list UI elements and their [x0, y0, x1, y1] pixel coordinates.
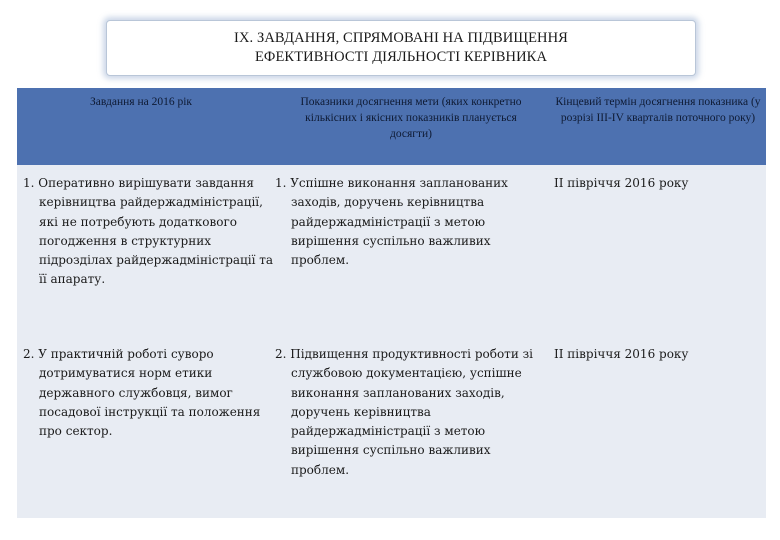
title-line-2: ЕФЕКТИВНОСТІ ДІЯЛЬНОСТІ КЕРІВНИКА: [254, 49, 548, 65]
header-indicator: Показники досягнення мети (яких конкретно кількісних і якісних показників планується досягти): [300, 96, 522, 140]
header-task: Завдання на 2016 рік: [90, 96, 192, 108]
table-header: [17, 88, 766, 165]
tasks-table: [17, 88, 766, 518]
slide-title: [106, 20, 696, 76]
row2-indicator: 2. Підвищення продуктивності роботи зі службовою документацією, успішне виконання запланованих заходів, доручень керівництва райдержадміністрації з метою вирішення суспільно важливих проблем.: [275, 347, 534, 477]
row2-task: 2. У практичній роботі суворо дотримуватися норм етики державного службовця, вимог посадової інструкції та положення про сектор.: [23, 347, 261, 439]
row2-deadline: ІІ півріччя 2016 року: [554, 347, 689, 361]
row1-indicator: 1. Успішне виконання запланованих заходів, доручень керівництва райдержадміністрації з метою вирішення суспільно важливих проблем.: [275, 176, 508, 268]
row1-deadline: ІІ півріччя 2016 року: [554, 176, 689, 190]
title-line-1: IX. ЗАВДАННЯ, СПРЯМОВАНІ НА ПІДВИЩЕННЯ: [234, 30, 568, 46]
header-deadline: Кінцевий термін досягнення показника (у розрізі ІІІ-ІV кварталів поточного року): [555, 96, 761, 124]
row1-task: 1. Оперативно вирішувати завдання керівництва райдержадміністрації, які не потребують додаткового погодження в структурних підрозділах райдержадміністрації та її апарату.: [23, 176, 274, 287]
